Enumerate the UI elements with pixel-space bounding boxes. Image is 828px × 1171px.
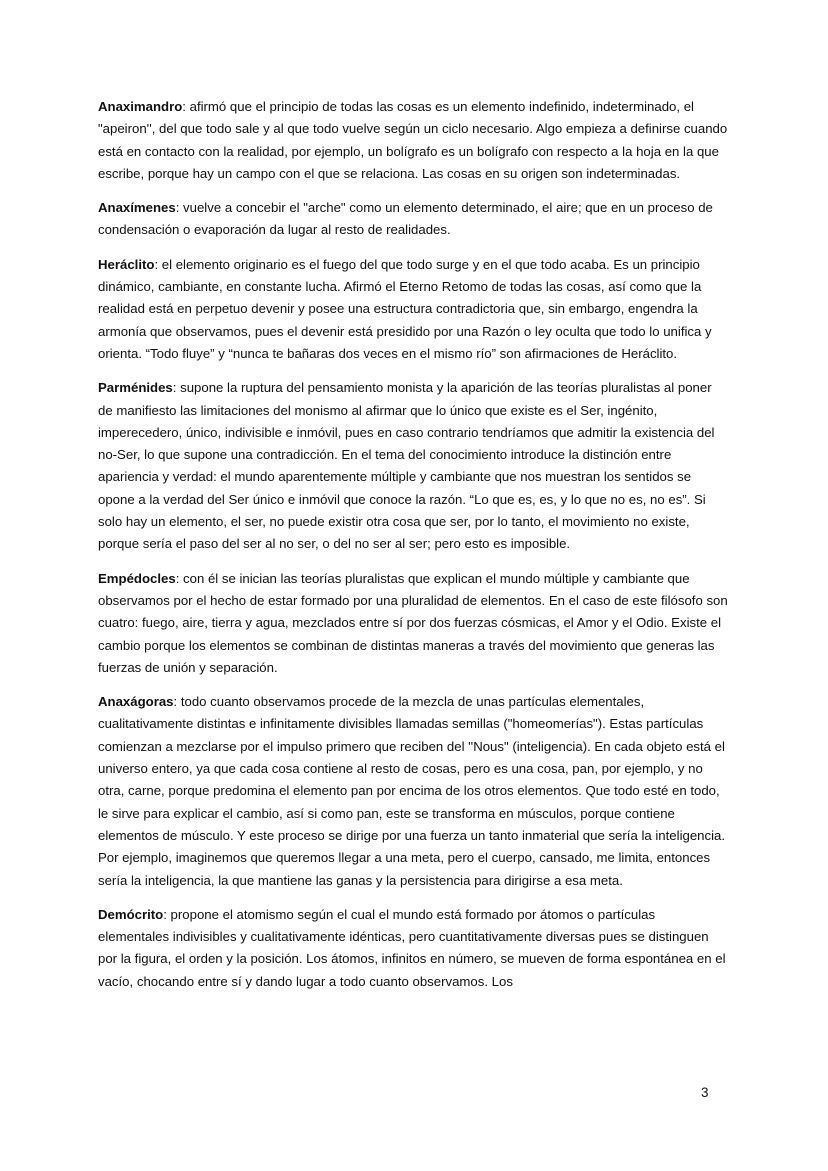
paragraph-text: : el elemento originario es el fuego del que todo surge y en el que todo acaba. Es un principio dinámico, cambiante, en constante lucha. Afirmó el Eterno Retomo de todas las cosas, así como que la realidad está en perpetuo devenir y posee una estructura contradictoria que, sin embargo, engendra la armonía que observamos, pues el devenir está presidido por una Razón o ley oculta que todo lo unifica y orienta. “Todo fluye” y “nunca te bañaras dos veces en el mismo río” son afirmaciones de Heráclito. <box>98 256 712 361</box>
term-heading: Anaxágoras <box>98 694 174 710</box>
term-heading: Parménides <box>98 380 173 396</box>
term-heading: Anaximandro <box>98 99 183 114</box>
paragraph-text: : vuelve a concebir el "arche" como un elemento determinado, el aire; que en un proceso de condensación o evaporación da lugar al resto de realidades. <box>98 200 713 238</box>
term-heading: Anaxímenes <box>98 200 176 216</box>
paragraph-empedocles <box>98 568 728 679</box>
paragraph-anaximandro <box>98 96 728 185</box>
page-number: 3 <box>701 1085 709 1100</box>
paragraph-democrito <box>98 904 728 993</box>
paragraph-text: : todo cuanto observamos procede de la mezcla de unas partículas elementales, cualitativamente distintas e infinitamente divisibles llamadas semillas ("homeomerías"). Estas partículas comienzan a mezclarse por el impulso primero que reciben del ''Nous" (inteligencia). En cada objeto está el universo entero, ya que cada cosa contiene al resto de cosas, pero es una cosa, pan, por ejemplo, y no otra, carne, porque predomina el elemento pan por encima de los otros elementos. Que todo esté en todo, le sirve para explicar el cambio, así si como pan, este se transforma en músculos, porque contiene elementos de músculo. Y este proceso se dirige por una fuerza un tanto inmaterial que sería la inteligencia. Por ejemplo, imaginemos que queremos llegar a una meta, pero el cuerpo, cansado, me limita, entonces sería la inteligencia, la que mantiene las ganas y la persistencia para dirigirse a esa meta. <box>98 694 726 888</box>
paragraph-text: : con él se inician las teorías pluralistas que explican el mundo múltiple y cambiante que observamos por el hecho de estar formado por una pluralidad de elementos. En el caso de este filósofo son cuatro: fuego, aire, tierra y agua, mezclados entre sí por dos fuerzas cósmicas, el Amor y el Odio. Existe el cambio porque los elementos se combinan de distintas maneras a través del movimiento que generas las fuerzas de unión y separación. <box>98 570 728 675</box>
document-body <box>98 96 728 1005</box>
term-heading: Heráclito <box>98 256 155 272</box>
paragraph-anaxagoras <box>98 691 728 892</box>
paragraph-text: : propone el atomismo según el cual el mundo está formado por átomos o partículas elementales indivisibles y cualitativamente idénticas, pero cuantitativamente diversas pues se distinguen por la figura, el orden y la posición. Los átomos, infinitos en número, se mueven de forma espontánea en el vacío, chocando entre sí y dando lugar a todo cuanto observamos. Los <box>98 906 726 989</box>
paragraph-text: : supone la ruptura del pensamiento monista y la aparición de las teorías pluralistas al poner de manifiesto las limitaciones del monismo al afirmar que lo único que existe es el Ser, ingénito, imperecedero, único, indivisible e inmóvil, pues en caso contrario tendríamos que admitir la existencia del no-Ser, lo que supone una contradicción. En el tema del conocimiento introduce la distinción entre apariencia y verdad: el mundo aparentemente múltiple y cambiante que nos muestran los sentidos se opone a la verdad del Ser único e inmóvil que conoce la razón. “Lo que es, es, y lo que no es, no es”. Si solo hay un elemento, el ser, no puede existir otra cosa que ser, por lo tanto, el movimiento no existe, porque sería el paso del ser al no ser, o del no ser al ser; pero esto es imposible. <box>98 380 715 552</box>
paragraph-heraclito <box>98 254 728 365</box>
paragraph-text: : afirmó que el principio de todas las cosas es un elemento indefinido, indeterminado, el "apeiron'', del que todo sale y al que todo vuelve según un ciclo necesario. Algo empieza a definirse cuando está en contacto con la realidad, por ejemplo, un bolígrafo es un bolígrafo con respecto a la hoja en la que escribe, porque hay un campo con el que se relaciona. Las cosas en su origen son indeterminadas. <box>98 99 728 181</box>
term-heading: Demócrito <box>98 906 164 922</box>
paragraph-parmenides <box>98 377 728 555</box>
paragraph-anaximenes <box>98 197 728 242</box>
term-heading: Empédocles <box>98 570 176 586</box>
